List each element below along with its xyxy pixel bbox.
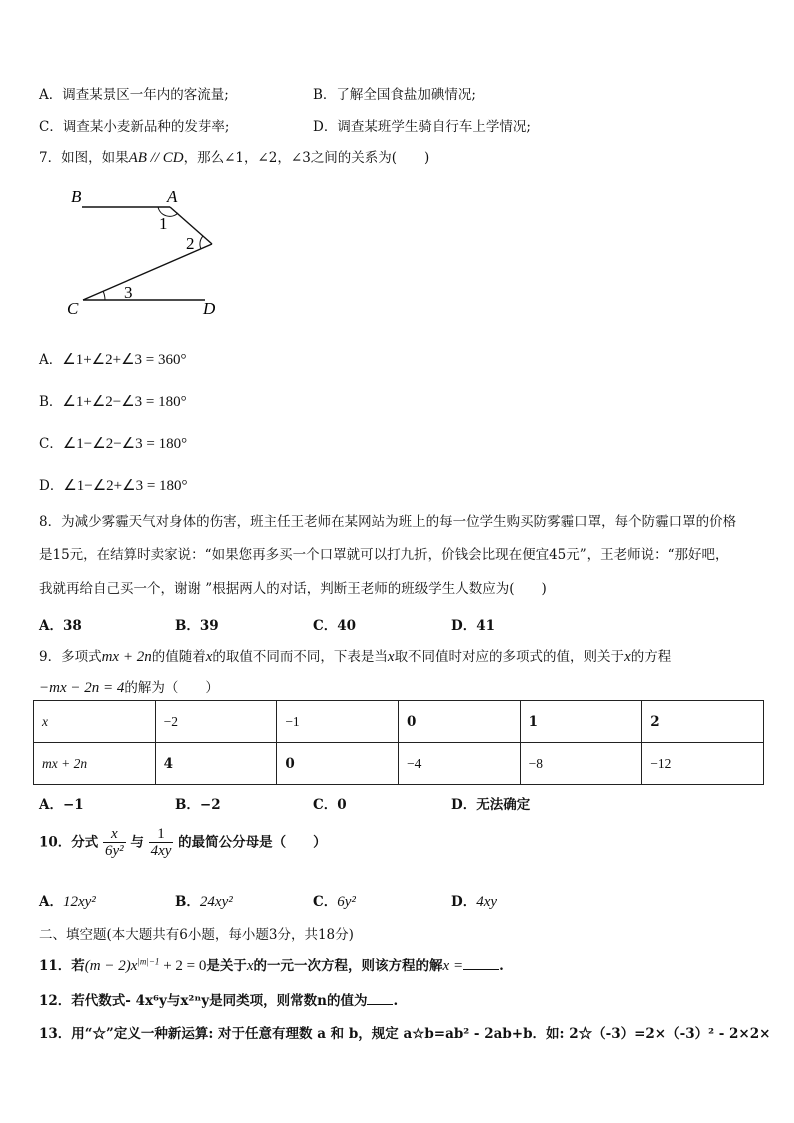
q10-fraction-1 bbox=[103, 826, 126, 860]
q7-option-b-math: ∠1+∠2−∠3 = 180° bbox=[62, 394, 187, 410]
q7-option-a-label: A． bbox=[39, 352, 63, 368]
q6-option-c: C．调查某小麦新品种的发芽率; bbox=[39, 119, 230, 135]
table-cell: −8 bbox=[520, 743, 642, 785]
label-angle-3: 3 bbox=[124, 283, 133, 302]
q7-geometry-figure bbox=[55, 180, 235, 320]
q9-option-c: C．0 bbox=[313, 797, 347, 813]
label-c: C bbox=[67, 299, 79, 318]
q11-mid: 是关于 bbox=[206, 958, 247, 974]
q9-x3: x bbox=[624, 649, 631, 665]
q9-x2: x bbox=[387, 649, 395, 665]
q10-option-c-math: 6y² bbox=[337, 894, 356, 910]
q10-option-d-label: D． bbox=[451, 894, 477, 910]
q10-f2-denominator: 4xy bbox=[150, 843, 172, 859]
q9-table bbox=[33, 700, 764, 785]
q11-math: (m − 2)x bbox=[84, 958, 138, 974]
q7-option-d-label: D． bbox=[39, 478, 64, 494]
q12-answer-blank[interactable] bbox=[367, 1004, 393, 1005]
q7-stem-pre: 7．如图，如果 bbox=[39, 150, 129, 166]
q10-option-a-label: A． bbox=[39, 894, 63, 910]
q9-equation: −mx − 2n = 4 bbox=[39, 680, 125, 696]
q10-option-c bbox=[313, 890, 356, 911]
table-header-poly: mx + 2n bbox=[34, 743, 156, 785]
q8-line-2: 是15元，在结算时卖家说：“如果您再多买一个口罩就可以打九折，价钱会比现在便宜45元”，王老师说：“那好吧， bbox=[39, 547, 729, 563]
q7-stem-rest: ，那么∠1，∠2，∠3之间的关系为( ) bbox=[183, 150, 430, 166]
q8-option-a: A．38 bbox=[39, 618, 82, 634]
q12-term-2: x²ⁿy bbox=[180, 993, 210, 1009]
q11-x: x bbox=[246, 958, 254, 974]
q9-pre: 9．多项式 bbox=[39, 649, 102, 665]
q11-answer-blank[interactable] bbox=[463, 969, 499, 970]
q7-stem bbox=[39, 146, 429, 167]
table-row bbox=[34, 701, 764, 743]
q10-option-c-label: C． bbox=[313, 894, 338, 910]
q10-fraction-2 bbox=[149, 826, 174, 860]
q9-mid2: 的取值不同而不同，下表是当 bbox=[212, 649, 388, 665]
table-cell: 1 bbox=[520, 701, 642, 743]
label-angle-2: 2 bbox=[186, 234, 195, 253]
q12-end: 是同类项，则常数n的值为 bbox=[209, 993, 368, 1009]
q7-option-c-label: C． bbox=[39, 436, 63, 452]
q7-option-a bbox=[39, 348, 186, 369]
q7-option-d bbox=[39, 474, 188, 495]
q10-post: 的最简公分母是（ ） bbox=[178, 834, 327, 851]
q9-option-d: D．无法确定 bbox=[451, 797, 531, 813]
label-d: D bbox=[203, 299, 216, 318]
q12-tail: . bbox=[393, 993, 399, 1009]
table-header-x: x bbox=[34, 701, 156, 743]
q10-option-d-math: 4xy bbox=[476, 894, 498, 910]
q9-option-b: B．−2 bbox=[175, 797, 221, 813]
q10-option-d bbox=[451, 890, 497, 911]
section-heading-fill-blank: 二、填空题(本大题共有6小题，每小题3分，共18分) bbox=[39, 927, 354, 943]
q7-parallel-math: AB // CD bbox=[128, 150, 184, 166]
q9-mid1: 的值随着 bbox=[151, 649, 206, 665]
label-angle-1: 1 bbox=[159, 214, 168, 233]
q13-stem: 13．用“☆”定义一种新运算: 对于任意有理数 a 和 b，规定 a☆b=ab² - 2ab+b．如: 2☆（-3）=2×（-3）² - 2×2× bbox=[39, 1026, 771, 1042]
table-cell: 2 bbox=[642, 701, 764, 743]
q10-option-b-math: 24xy² bbox=[199, 894, 233, 910]
q11-end: . bbox=[499, 958, 504, 974]
q6-option-a: A．调查某景区一年内的客流量; bbox=[39, 87, 229, 103]
q10-f1-denominator: 6y² bbox=[105, 843, 124, 859]
q12-mid: 与 bbox=[166, 993, 181, 1009]
q12-term-1: - 4x⁶y bbox=[125, 993, 167, 1009]
q7-option-c bbox=[39, 432, 187, 453]
q11-exponent: |m|−1 bbox=[137, 956, 160, 967]
q7-option-c-math: ∠1−∠2−∠3 = 180° bbox=[62, 436, 188, 452]
table-cell: −12 bbox=[642, 743, 764, 785]
table-cell: −4 bbox=[398, 743, 520, 785]
q10-stem bbox=[39, 826, 327, 860]
table-cell: −2 bbox=[155, 701, 277, 743]
q11-stem bbox=[39, 954, 504, 975]
angle-2-arc bbox=[200, 236, 203, 249]
label-b: B bbox=[71, 187, 82, 206]
table-cell: 0 bbox=[398, 701, 520, 743]
q8-line-1: 8．为减少雾霾天气对身体的伤害，班主任王老师在某网站为班上的每一位学生购买防雾霾口罩，每个防霾口罩的价格 bbox=[39, 514, 737, 530]
table-cell: 0 bbox=[277, 743, 399, 785]
angle-3-arc bbox=[103, 291, 105, 300]
q10-option-b bbox=[175, 890, 233, 911]
q11-math2: + 2 = 0 bbox=[159, 958, 207, 974]
q10-pre: 10．分式 bbox=[39, 834, 99, 851]
q7-option-d-math: ∠1−∠2+∠3 = 180° bbox=[63, 478, 188, 494]
q7-option-b-label: B． bbox=[39, 394, 63, 410]
q12-stem bbox=[39, 989, 398, 1009]
q10-f2-numerator: 1 bbox=[149, 826, 174, 843]
q11-mid2: 的一元一次方程，则该方程的解 bbox=[253, 958, 443, 974]
table-cell: −1 bbox=[277, 701, 399, 743]
q11-pre: 11．若 bbox=[39, 958, 85, 974]
q9-stem-line-2 bbox=[39, 676, 219, 697]
q6-option-b: B．了解全国食盐加碘情况; bbox=[313, 87, 476, 103]
q9-stem-line-1 bbox=[39, 645, 671, 666]
q9-end: 的方程 bbox=[630, 649, 672, 665]
q7-option-a-math: ∠1+∠2+∠3 = 360° bbox=[62, 352, 187, 368]
q9-x1: x bbox=[205, 649, 213, 665]
q10-option-a bbox=[39, 890, 96, 911]
table-cell: 4 bbox=[155, 743, 277, 785]
q7-option-b bbox=[39, 390, 187, 411]
q10-option-a-math: 12xy² bbox=[62, 894, 96, 910]
table-row bbox=[34, 743, 764, 785]
q9-mid3: 取不同值时对应的多项式的值，则关于 bbox=[394, 649, 625, 665]
q10-option-b-label: B． bbox=[175, 894, 200, 910]
q8-option-b: B．39 bbox=[175, 618, 219, 634]
q9-option-a: A．−1 bbox=[39, 797, 84, 813]
q12-pre: 12．若代数式 bbox=[39, 993, 126, 1009]
q6-option-d: D．调查某班学生骑自行车上学情况; bbox=[313, 119, 531, 135]
q10-mid: 与 bbox=[130, 834, 144, 851]
q8-line-3: 我就再给自己买一个，谢谢 ”根据两人的对话，判断王老师的班级学生人数应为( ) bbox=[39, 581, 547, 597]
label-a: A bbox=[167, 187, 178, 206]
q9-line2-text: 的解为（ ） bbox=[124, 680, 219, 696]
q8-option-d: D．41 bbox=[451, 618, 495, 634]
q8-option-c: C．40 bbox=[313, 618, 357, 634]
q10-f1-numerator: x bbox=[103, 826, 126, 843]
q9-poly: mx + 2n bbox=[101, 649, 152, 665]
q11-x-eq: x = bbox=[442, 958, 464, 974]
